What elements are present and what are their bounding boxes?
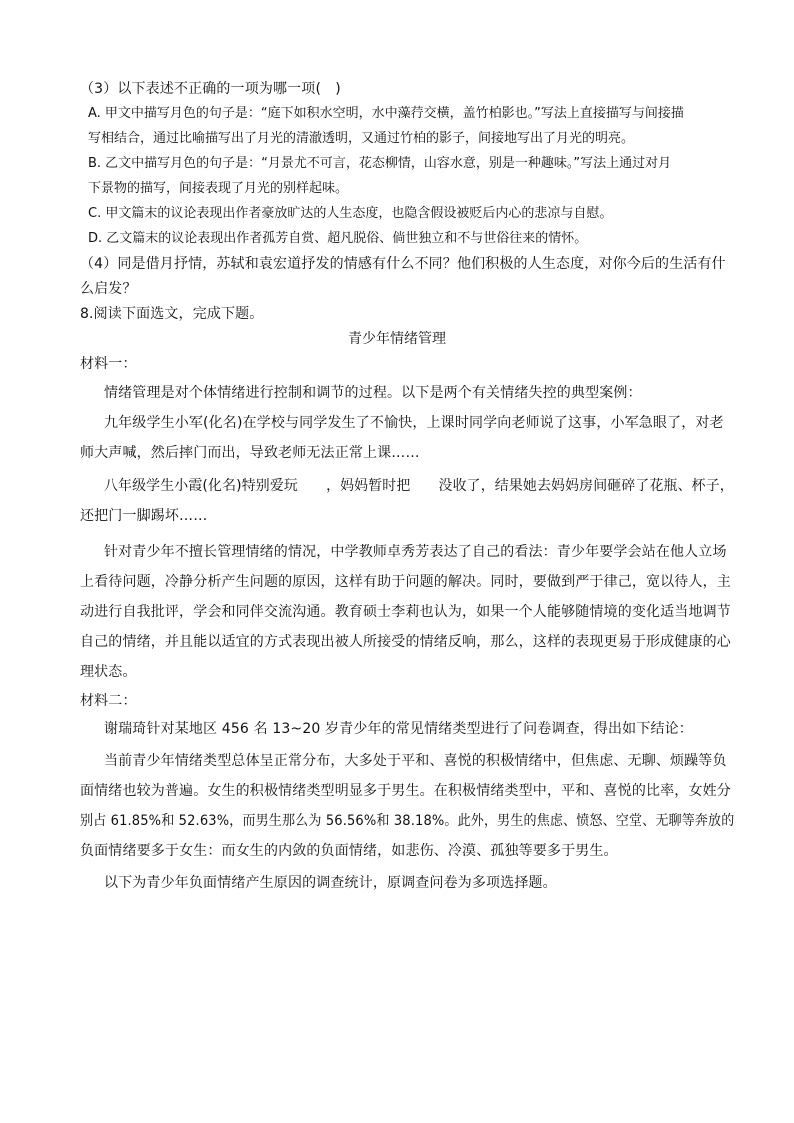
question-4-line-2: 么启发？ xyxy=(80,281,137,297)
option-b-line-2: 下景物的描写，间接表现了月光的别样起味。 xyxy=(88,181,349,196)
material-1-paragraph-2-line-2: 上看待问题，冷静分析产生问题的原因，这样有助于问题的解决。同时，要做到严于律己，宽以待人，主 xyxy=(80,574,731,590)
option-a-line-2: 写相结合，通过比喻描写出了月光的清澈透明，又通过竹柏的影子，间接地写出了月光的明亮。 xyxy=(88,131,635,146)
question-4-line-1: （4）同是借月抒情，苏轼和袁宏道抒发的情感有什么不同？他们积极的人生态度，对你今后的生活有什 xyxy=(80,256,726,272)
material-1-paragraph-2-line-5: 理状态。 xyxy=(80,664,137,680)
case-1-line-2: 师大声喊，然后摔门而出，导致老师无法正常上课…… xyxy=(80,445,420,461)
passage-title: 青少年情绪管理 xyxy=(348,331,446,347)
material-2-paragraph-2-line-1: 当前青少年情绪类型总体呈正常分布，大多处于平和、喜悦的积极情绪中，但焦虑、无聊、烦躁等负 xyxy=(104,753,727,769)
material-2-label: 材料二： xyxy=(80,693,137,709)
material-1-paragraph-2-line-1: 针对青少年不擅长管理情绪的情况，中学教师卓秀芳表达了自己的看法：青少年要学会站在他人立场 xyxy=(104,544,727,560)
material-1-paragraph-1: 情绪管理是对个体情绪进行控制和调节的过程。以下是两个有关情绪失控的典型案例： xyxy=(104,385,642,401)
option-b-line-1: B. 乙文中描写月色的句子是：“月景尤不可言，花态柳情，山容水意，别是一种趣味。”写法上通过对月 xyxy=(88,156,672,171)
material-2-paragraph-1: 谢瑞琦针对某地区 456 名 13~20 岁青少年的常见情绪类型进行了问卷调查，得出如下结论： xyxy=(104,721,693,737)
question-3-stem: （3）以下表述不正确的一项为哪一项( ) xyxy=(80,81,341,97)
case-2-line-1: 八年级学生小霞(化名)特别爱玩 ，妈妈暂时把 没收了，结果她去妈妈房间砸碎了花瓶、杯子， xyxy=(104,478,734,494)
case-2-line-2: 还把门一脚踢坏…… xyxy=(80,508,208,524)
material-1-label: 材料一： xyxy=(80,356,137,372)
material-1-paragraph-2-line-4: 自己的情绪，并且能以适宜的方式表现出被人所接受的情绪反响，那么，这样的表现更易于形成健康的心 xyxy=(80,634,731,650)
option-a-line-1: A. 甲文中描写月色的句子是：“庭下如积水空明，水中藻荇交横，盖竹柏影也。”写法上直接描写与间接描 xyxy=(88,106,684,121)
material-2-paragraph-2-line-2: 面情绪也较为普遍。女生的积极情绪类型明显多于男生。在积极情绪类型中，平和、喜悦的比率，女姓分 xyxy=(80,783,731,799)
option-d: D. 乙文篇末的议论表现出作者孤芳自赏、超凡脱俗、倘世独立和不与世俗往来的情怀。 xyxy=(88,231,588,246)
material-2-paragraph-3: 以下为青少年负面情绪产生原因的调查统计，原调查问卷为多项选择题。 xyxy=(104,875,557,891)
option-c: C. 甲文篇末的议论表现出作者豪放旷达的人生态度，也隐含假设被贬后内心的悲凉与自慰。 xyxy=(88,206,613,221)
question-8-intro: 8.阅读下面选文，完成下题。 xyxy=(80,306,264,322)
case-1-line-1: 九年级学生小军(化名)在学校与同学发生了不愉快，上课时同学向老师说了这事，小军急眼了，对老 xyxy=(104,415,724,431)
material-2-paragraph-2-line-4: 负面情绪要多于女生：而女生的内敛的负面情绪，如悲伤、冷漠、孤独等要多于男生。 xyxy=(80,843,618,859)
material-2-paragraph-2-line-3: 别占 61.85%和 52.63%，而男生那么为 56.56%和 38.18%。此外，男生的焦虑、愤怒、空堂、无聊等奔放的 xyxy=(80,813,735,829)
material-1-paragraph-2-line-3: 动进行自我批评，学会和同伴交流沟通。教育硕士李莉也认为，如果一个人能够随情境的变化适当地调节 xyxy=(80,604,731,620)
